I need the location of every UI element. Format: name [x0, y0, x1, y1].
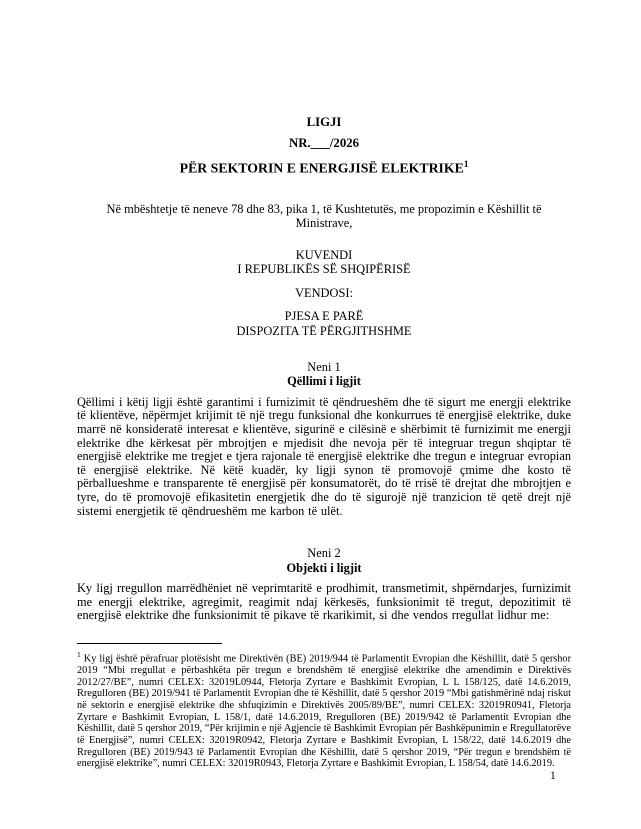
- article-2-heading: [77, 546, 571, 575]
- preamble-paragraph: Në mbështetje të neneve 78 dhe 83, pika 1, të Kushtetutës, me propozimin e Këshillit të Ministrave,: [106, 201, 542, 231]
- footnote-number: 1: [77, 650, 81, 659]
- footnote-text: [77, 649, 571, 770]
- assembly-line-1: KUVENDI: [295, 247, 353, 262]
- page-number: 1: [550, 770, 556, 782]
- footnote-body: Ky ligj është përafruar plotësisht me Direktivën (BE) 2019/944 të Parlamentit Evropian dhe Këshillit, datë 5 qershor 2019 “Mbi rregullat e përbashkëta për tregun e brendshëm të energjisë elektrike dhe amendimin e Direktivës 2012/27/BE”, numri CELEX: 32019L0944, Fletorja Zyrtare e Bashkimit Evropian, L L 158/125, datë 14.6.2019, Rregulloren (BE) 2019/941 të Parlamentit Evropian dhe të Këshillit, datë 5 qershor 2019 “Mbi gatishmërinë ndaj riskut në sektorin e energjisë elektrike dhe shfuqizimin e Direktivës 2005/89/BE”, numri CELEX: 32019R0941, Fletorja Zyrtare e Bashkimit Evropian, L 158/1, datë 14.6.2019, Rregulloren (BE) 2019/942 të Parlamentit Evropian dhe Këshillit, datë 5 qershor 2019, “Për krijimin e një Agjencie të Bashkimit Evropian për Bashkëpunimin e Rregullatorëve të Energjisë”, numri CELEX: 32019R0942, Fletorja Zyrtare e Bashkimit Evropian, L 158/22, datë 14.6.2019 dhe Rregulloren (BE) 2019/943 të Parlamentit Evropian dhe Këshillit, datë 5 qershor 2019, “Për tregun e brendshëm të energjisë elektrike”, numri CELEX: 32019R0943, Fletorja Zyrtare e Bashkimit Evropian, L 158/54, datë 14.6.2019.: [77, 653, 571, 770]
- footnote-section: [77, 643, 571, 770]
- part-line-2: DISPOZITA TË PËRGJITHSHME: [236, 323, 412, 338]
- part-heading: [77, 309, 571, 338]
- footnote-reference-marker: 1: [463, 159, 469, 169]
- law-subject-text: PËR SEKTORIN E ENERGJISË ELEKTRIKE: [179, 160, 464, 176]
- article-2-number: Neni 2: [307, 546, 341, 561]
- law-title: LIGJI: [306, 115, 342, 129]
- article-1-title: Qëllimi i ligjit: [287, 374, 361, 389]
- article-1-heading: [77, 360, 571, 389]
- article-2-body: Ky ligj rregullon marrëdhëniet në veprimtaritë e prodhimit, transmetimit, shpërndarjes, furnizimit me energji elektrike, agregimit, reagimit ndaj kërkesës, funksionimit të tregut, depozitimit të energjisë elektrike dhe funksionimit të pikave të rkarikimit, si dhe vendos rregullat lidhur me:: [77, 581, 571, 623]
- decision-heading: VENDOSI:: [295, 285, 353, 300]
- article-1-number: Neni 1: [307, 359, 341, 374]
- law-number: NR.___/2026: [288, 136, 360, 150]
- part-line-1: PJESA E PARË: [284, 309, 364, 324]
- law-subject: [77, 154, 571, 179]
- law-title-block: [77, 112, 571, 179]
- article-1-body: Qëllimi i këtij ligji është garantimi i furnizimit të qëndrueshëm dhe të sigurt me energji elektrike të klientëve, nëpërmjet krijimit të një tregu funksional dhe konkurrues të energjisë elektrike, duke marrë në konsideratë interesat e klientëve, sigurinë e cilësinë e shërbimit të furnizimit me energji elektrike dhe kërkesat për mbrojtjen e mjedisit dhe nevoja për të integruar tregun shqiptar të energjisë elektrike me tregjet e tjera rajonale të energjisë elektrike dhe tregun e integruar evropian të energjisë elektrike. Në këtë kuadër, ky ligji synon të promovojë çmime dhe kosto të përballueshme e transparente të energjisë për konsumatorët, do të rrisë të drejtat dhe mbrojtjen e tyre, do të promovojë efikasitetin energjetik dhe do të sigurojë një tranzicion të qetë drejt një sistemi energjetik të qëndrueshëm me karbon të ulët.: [77, 394, 571, 518]
- footnote-separator-rule: [77, 643, 222, 644]
- assembly-line-2: I REPUBLIKËS SË SHQIPËRISË: [237, 262, 411, 277]
- article-2-title: Objekti i ligjit: [286, 560, 362, 575]
- assembly-heading: [77, 248, 571, 277]
